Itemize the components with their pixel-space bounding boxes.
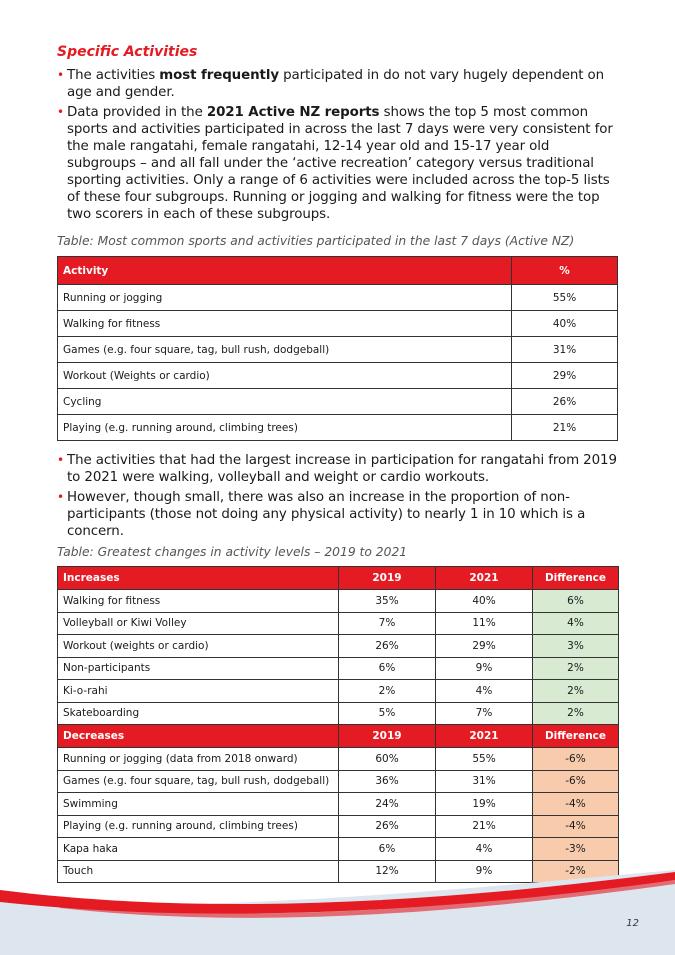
difference-cell: 2% (533, 702, 619, 725)
increases-header-row (58, 567, 619, 590)
value-2019-cell: 60% (339, 748, 436, 771)
table-row (58, 635, 619, 658)
bullet-bold-text: most frequently (159, 68, 279, 83)
table-row (58, 838, 619, 861)
percent-cell: 26% (512, 389, 618, 415)
bullet-text: shows the top 5 most common sports and activities participated in across the last 7 days were very consistent for the male rangatahi, female rangatahi, 12-14 year old and 15-17 year old subgroups – and all fall under the ‘active recreation’ category versus traditional sporting activities. Only a range of 6 activities were included across the top-5 lists of these four subgroups. Running or jogging and walking for fitness were the top two scorers in each of these subgroups. (67, 105, 613, 222)
value-2019-cell: 12% (339, 860, 436, 883)
activity-cell: Running or jogging (58, 285, 512, 311)
table-row (58, 337, 618, 363)
activity-cell: Walking for fitness (58, 590, 339, 613)
column-header: Difference (533, 567, 619, 590)
difference-cell: 6% (533, 590, 619, 613)
value-2019-cell: 5% (339, 702, 436, 725)
table-row (58, 590, 619, 613)
column-header: Difference (533, 725, 619, 748)
value-2021-cell: 19% (436, 793, 533, 816)
value-2019-cell: 36% (339, 770, 436, 793)
percent-cell: 31% (512, 337, 618, 363)
decreases-header-row (58, 725, 619, 748)
table-row (58, 415, 618, 441)
table-row (58, 657, 619, 680)
table-header-row (58, 257, 618, 285)
column-header: 2019 (339, 725, 436, 748)
column-header: Decreases (58, 725, 339, 748)
column-header: 2019 (339, 567, 436, 590)
value-2019-cell: 35% (339, 590, 436, 613)
difference-cell: -3% (533, 838, 619, 861)
column-header-activity: Activity (58, 257, 512, 285)
bullet-item: • The activities that had the largest increase in participation for rangatahi from 2019 to 2021 were walking, volleyball and weight or cardio workouts. (57, 452, 619, 486)
table-row (58, 748, 619, 771)
activity-cell: Ki-o-rahi (58, 680, 339, 703)
table-row (58, 389, 618, 415)
value-2021-cell: 40% (436, 590, 533, 613)
value-2021-cell: 4% (436, 838, 533, 861)
activity-cell: Skateboarding (58, 702, 339, 725)
table-row (58, 680, 619, 703)
value-2021-cell: 7% (436, 702, 533, 725)
bullet-list-mid (57, 452, 619, 543)
column-header: 2021 (436, 725, 533, 748)
value-2019-cell: 6% (339, 838, 436, 861)
difference-cell: 2% (533, 680, 619, 703)
activity-cell: Volleyball or Kiwi Volley (58, 612, 339, 635)
bullet-list-top (57, 67, 619, 226)
table-row (58, 770, 619, 793)
column-header: 2021 (436, 567, 533, 590)
activity-cell: Kapa haka (58, 838, 339, 861)
column-header-percent: % (512, 257, 618, 285)
value-2021-cell: 9% (436, 860, 533, 883)
table-row (58, 702, 619, 725)
bullet-item (57, 104, 619, 223)
percent-cell: 29% (512, 363, 618, 389)
bullet-bold-text: 2021 Active NZ reports (206, 105, 380, 120)
value-2021-cell: 11% (436, 612, 533, 635)
value-2019-cell: 24% (339, 793, 436, 816)
page-number: 12 (626, 918, 639, 929)
value-2021-cell: 21% (436, 815, 533, 838)
difference-cell: 4% (533, 612, 619, 635)
value-2021-cell: 4% (436, 680, 533, 703)
activity-cell: Playing (e.g. running around, climbing trees) (58, 415, 512, 441)
section-heading: Specific Activities (57, 44, 198, 60)
percent-cell: 40% (512, 311, 618, 337)
difference-cell: -4% (533, 793, 619, 816)
value-2019-cell: 26% (339, 635, 436, 658)
value-2019-cell: 6% (339, 657, 436, 680)
table-row (58, 793, 619, 816)
table2-caption: Table: Greatest changes in activity levels – 2019 to 2021 (57, 545, 408, 559)
value-2021-cell: 55% (436, 748, 533, 771)
difference-cell: -2% (533, 860, 619, 883)
activities-table (57, 256, 618, 441)
table-row (58, 285, 618, 311)
value-2019-cell: 26% (339, 815, 436, 838)
value-2021-cell: 9% (436, 657, 533, 680)
activity-cell: Non-participants (58, 657, 339, 680)
value-2019-cell: 2% (339, 680, 436, 703)
value-2021-cell: 31% (436, 770, 533, 793)
footer-wave (0, 860, 675, 955)
percent-cell: 55% (512, 285, 618, 311)
difference-cell: 2% (533, 657, 619, 680)
bullet-item (57, 67, 619, 101)
table-row (58, 311, 618, 337)
changes-table (57, 566, 619, 883)
difference-cell: -4% (533, 815, 619, 838)
activity-cell: Workout (weights or cardio) (58, 635, 339, 658)
bullet-item: • However, though small, there was also an increase in the proportion of non-participants (those not doing any physical activity) to nearly 1 in 10 which is a concern. (57, 489, 619, 540)
activity-cell: Touch (58, 860, 339, 883)
column-header: Increases (58, 567, 339, 590)
activity-cell: Running or jogging (data from 2018 onward) (58, 748, 339, 771)
activity-cell: Games (e.g. four square, tag, bull rush, dodgeball) (58, 770, 339, 793)
activity-cell: Games (e.g. four square, tag, bull rush, dodgeball) (58, 337, 512, 363)
activity-cell: Walking for fitness (58, 311, 512, 337)
activity-cell: Workout (Weights or cardio) (58, 363, 512, 389)
difference-cell: 3% (533, 635, 619, 658)
percent-cell: 21% (512, 415, 618, 441)
value-2019-cell: 7% (339, 612, 436, 635)
bullet-text: participated in do not vary hugely dependent on age and gender. (67, 68, 605, 100)
table-row (58, 612, 619, 635)
difference-cell: -6% (533, 748, 619, 771)
table-row (58, 815, 619, 838)
activity-cell: Swimming (58, 793, 339, 816)
bullet-text: Data provided in the (67, 105, 207, 120)
activity-cell: Playing (e.g. running around, climbing trees) (58, 815, 339, 838)
bullet-text: The activities (67, 68, 160, 83)
table1-caption: Table: Most common sports and activities participated in the last 7 days (Active NZ) (57, 234, 575, 248)
difference-cell: -6% (533, 770, 619, 793)
value-2021-cell: 29% (436, 635, 533, 658)
table-row (58, 363, 618, 389)
activity-cell: Cycling (58, 389, 512, 415)
